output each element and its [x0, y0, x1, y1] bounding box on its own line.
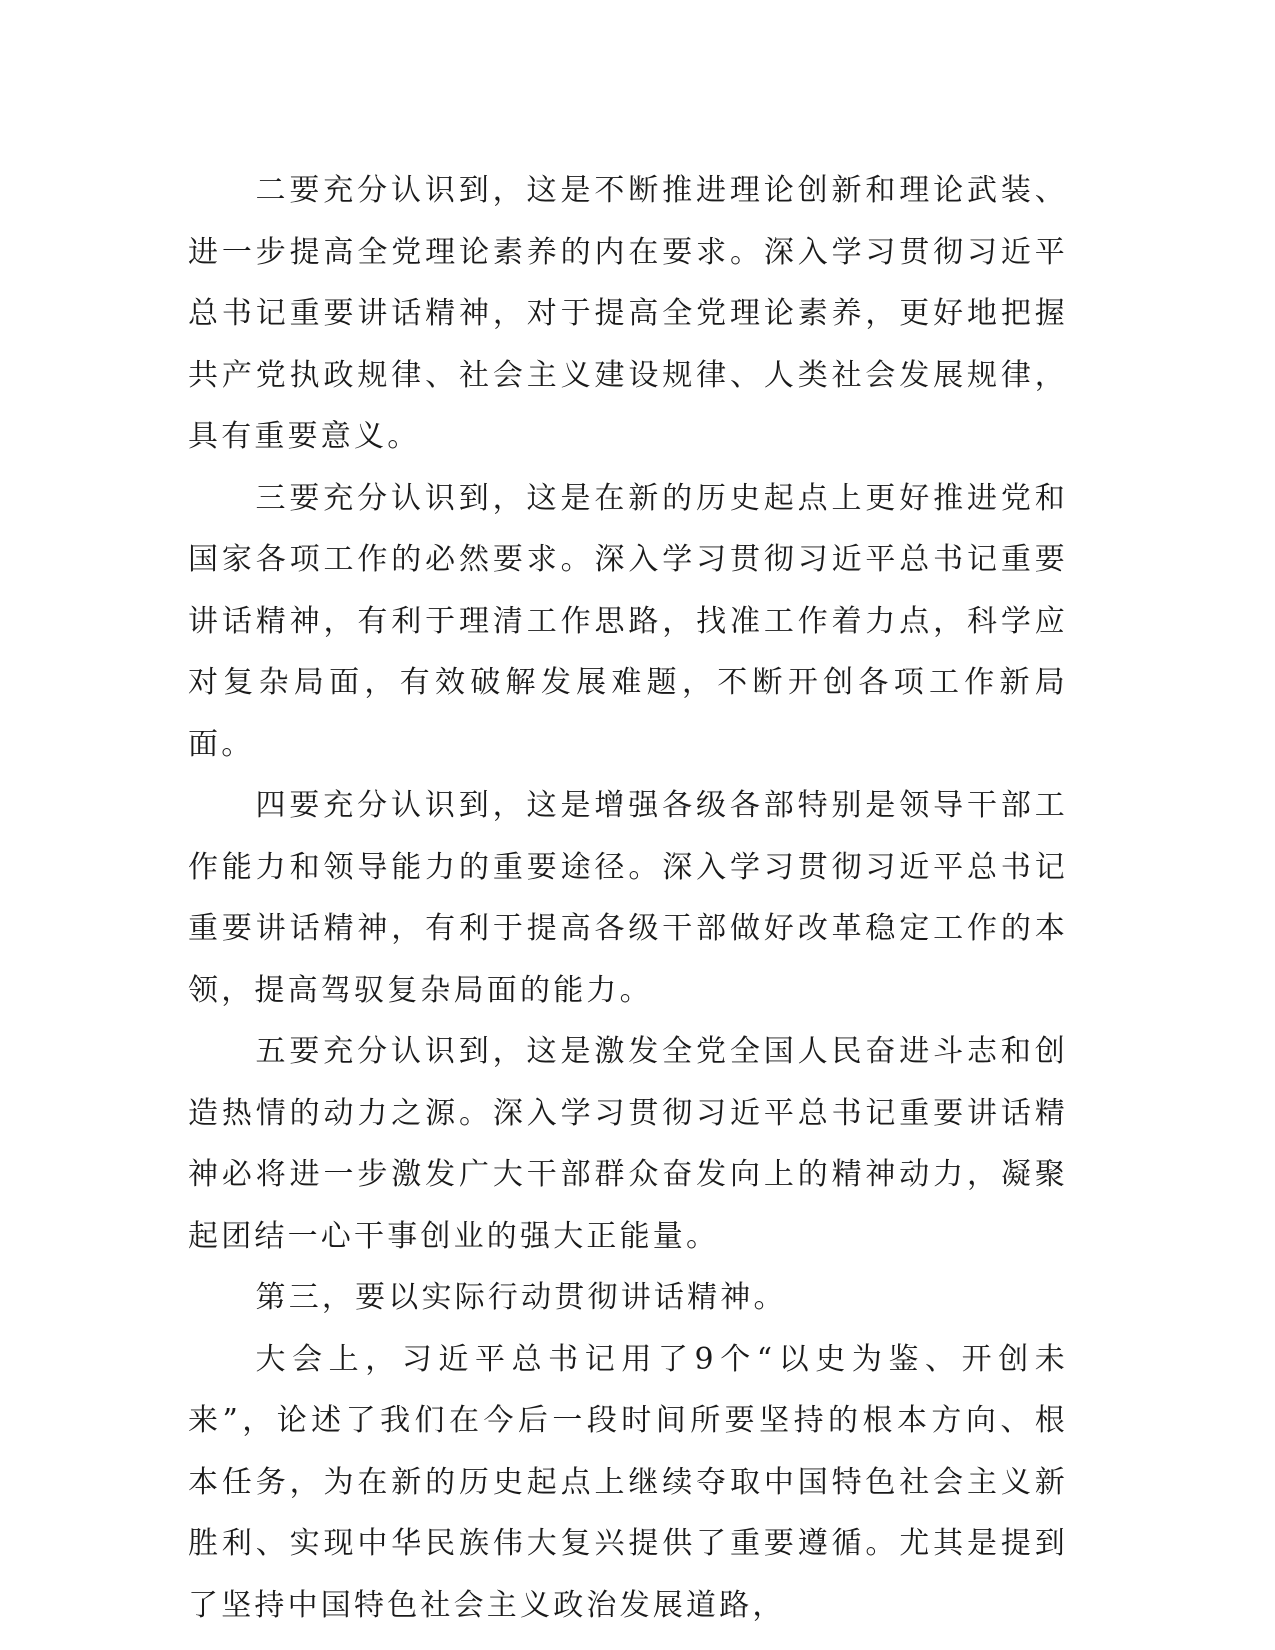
paragraph-third-point: 三要充分认识到，这是在新的历史起点上更好推进党和国家各项工作的必然要求。深入学习贯彻习近平总书记重要讲话精神，有利于理清工作思路，找准工作着力点，科学应对复杂局面，有效破解发展难题，不断开创各项工作新局面。 — [188, 480, 1068, 762]
paragraph-fourth-point: 四要充分认识到，这是增强各级各部特别是领导干部工作能力和领导能力的重要途径。深入学习贯彻习近平总书记重要讲话精神，有利于提高各级干部做好改革稳定工作的本领，提高驾驭复杂局面的能力。 — [188, 788, 1068, 1008]
paragraph-conference: 大会上，习近平总书记用了9个“以史为鉴、开创未来”，论述了我们在今后一段时间所要坚持的根本方向、根本任务，为在新的历史起点上继续夺取中国特色社会主义新胜利、实现中华民族伟大复兴提供了重要遵循。尤其是提到了坚持中国特色社会主义政治发展道路， — [188, 1341, 1068, 1623]
paragraph-second-point: 二要充分认识到，这是不断推进理论创新和理论武装、进一步提高全党理论素养的内在要求。深入学习贯彻习近平总书记重要讲话精神，对于提高全党理论素养，更好地把握共产党执政规律、社会主义建设规律、人类社会发展规律，具有重要意义。 — [188, 173, 1068, 454]
paragraph-section-heading: 第三，要以实际行动贯彻讲话精神。 — [255, 1280, 787, 1315]
paragraph-fifth-point: 五要充分认识到，这是激发全党全国人民奋进斗志和创造热情的动力之源。深入学习贯彻习近平总书记重要讲话精神必将进一步激发广大干部群众奋发向上的精神动力，凝聚起团结一心干事创业的强大正能量。 — [188, 1034, 1068, 1254]
document-body — [188, 160, 1068, 1636]
